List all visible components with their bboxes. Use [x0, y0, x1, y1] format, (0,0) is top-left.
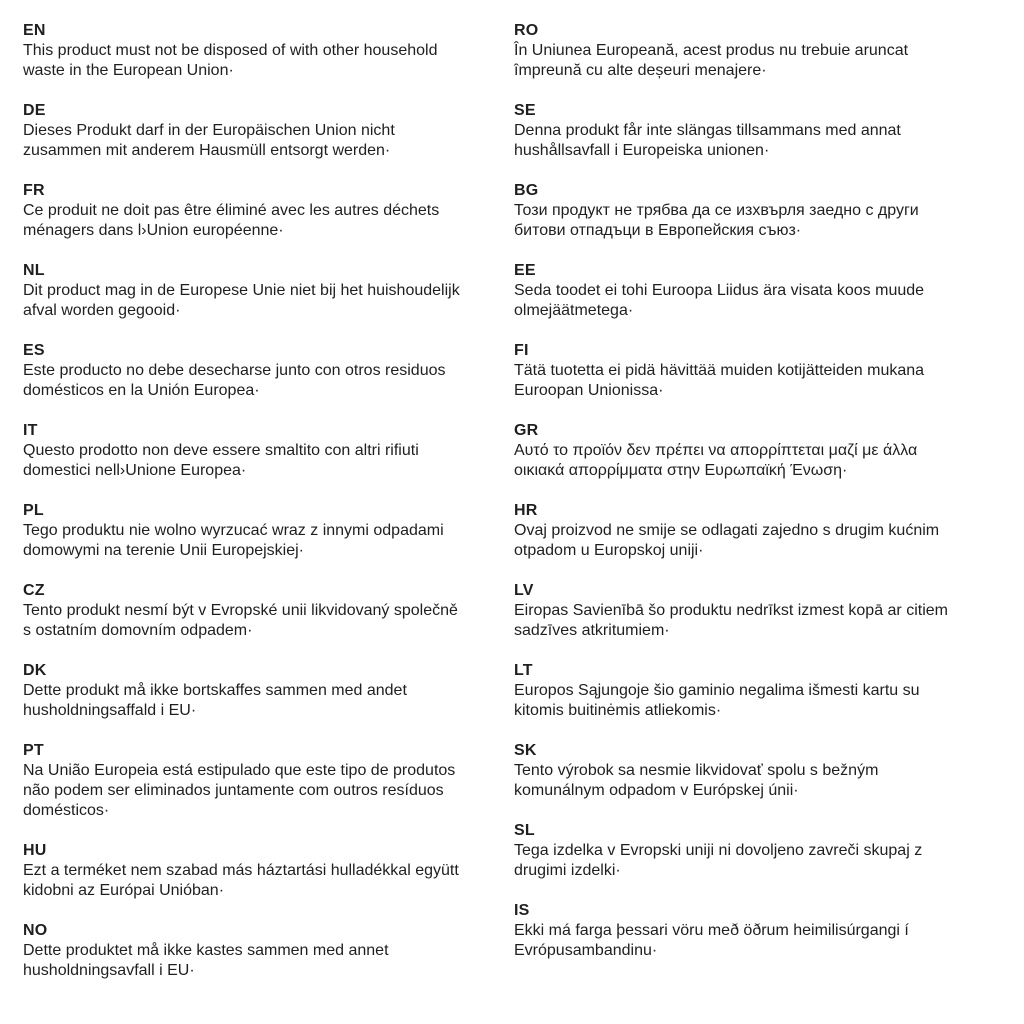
notice-line: sadzīves atkritumiem· — [514, 622, 670, 639]
notice-line: Dit product mag in de Europese Unie niet bij het huishoudelijk — [23, 282, 460, 299]
notice-line: Αυτό το προϊόν δεν πρέπει να απορρίπτεται μαζί με άλλα — [514, 442, 918, 459]
language-block-sl — [514, 821, 1004, 881]
notice-line: Tega izdelka v Evropski uniji ni dovoljeno zavreči skupaj z — [514, 842, 923, 859]
notice-line: Tento produkt nesmí být v Evropské unii likvidovaný společně — [23, 602, 458, 619]
language-block-pt — [23, 741, 514, 821]
column-right — [514, 21, 1004, 1001]
language-block-bg — [514, 181, 1004, 241]
notice-line: s ostatním domovním odpadem· — [23, 622, 253, 639]
language-code-label: ES — [23, 342, 45, 359]
notice-line: împreună cu alte deșeuri menajere· — [514, 62, 767, 79]
notice-line: Този продукт не трябва да се изхвърля заедно с други — [514, 202, 919, 219]
notice-line: waste in the European Union· — [23, 62, 234, 79]
notice-line: Na União Europeia está estipulado que este tipo de produtos — [23, 762, 456, 779]
language-block-lv — [514, 581, 1004, 641]
language-code-label: RO — [514, 22, 539, 39]
language-code-label: PT — [23, 742, 44, 759]
language-code-label: LV — [514, 582, 534, 599]
notice-line: otpadom u Europskoj uniji· — [514, 542, 704, 559]
language-block-sk — [514, 741, 1004, 801]
notice-line: This product must not be disposed of with other household — [23, 42, 438, 59]
notice-line: husholdningsavfall i EU· — [23, 962, 195, 979]
notice-line: husholdningsaffald i EU· — [23, 702, 197, 719]
language-block-se — [514, 101, 1004, 161]
notice-line: În Uniunea Europeană, acest produs nu trebuie aruncat — [514, 42, 909, 59]
notice-line: domésticos· — [23, 802, 110, 819]
language-code-label: NL — [23, 262, 45, 279]
notice-line: Seda toodet ei tohi Euroopa Liidus ära visata koos muude — [514, 282, 925, 299]
language-block-pl — [23, 501, 514, 561]
notice-line: drugimi izdelki· — [514, 862, 621, 879]
language-code-label: GR — [514, 422, 539, 439]
language-block-it — [23, 421, 514, 481]
notice-line: hushållsavfall i Europeiska unionen· — [514, 142, 770, 159]
language-code-label: SL — [514, 822, 535, 839]
language-block-no — [23, 921, 514, 981]
notice-line: битови отпадъци в Европейския съюз· — [514, 222, 802, 239]
language-block-nl — [23, 261, 514, 321]
notice-line: Este producto no debe desecharse junto con otros residuos — [23, 362, 446, 379]
notice-line: afval worden gegooid· — [23, 302, 181, 319]
notice-line: Questo prodotto non deve essere smaltito con altri rifiuti — [23, 442, 419, 459]
notice-line: kitomis buitinėmis atliekomis· — [514, 702, 722, 719]
notice-line: Evrópusambandinu· — [514, 942, 658, 959]
language-code-label: FI — [514, 342, 529, 359]
notice-line: Ce produit ne doit pas être éliminé avec les autres déchets — [23, 202, 440, 219]
language-code-label: IT — [23, 422, 38, 439]
language-code-label: DE — [23, 102, 46, 119]
language-block-fr — [23, 181, 514, 241]
notice-line: Euroopan Unionissa· — [514, 382, 664, 399]
notice-line: domésticos en la Unión Europea· — [23, 382, 260, 399]
language-code-label: IS — [514, 902, 530, 919]
notice-line: Tento výrobok sa nesmie likvidovať spolu s bežným — [514, 762, 879, 779]
notice-line: Tego produktu nie wolno wyrzucać wraz z innymi odpadami — [23, 522, 444, 539]
notice-line: Europos Sąjungoje šio gaminio negalima išmesti kartu su — [514, 682, 920, 699]
language-block-hu — [23, 841, 514, 901]
language-code-label: BG — [514, 182, 539, 199]
language-block-lt — [514, 661, 1004, 721]
notice-line: Dette produkt må ikke bortskaffes sammen med andet — [23, 682, 407, 699]
language-block-cz — [23, 581, 514, 641]
language-code-label: EE — [514, 262, 536, 279]
language-block-fi — [514, 341, 1004, 401]
language-block-en — [23, 21, 514, 81]
language-block-ee — [514, 261, 1004, 321]
language-code-label: HU — [23, 842, 47, 859]
language-block-gr — [514, 421, 1004, 481]
language-code-label: HR — [514, 502, 538, 519]
language-block-es — [23, 341, 514, 401]
notice-line: Denna produkt får inte slängas tillsammans med annat — [514, 122, 901, 139]
language-code-label: EN — [23, 22, 46, 39]
language-block-ro — [514, 21, 1004, 81]
language-code-label: PL — [23, 502, 44, 519]
language-code-label: FR — [23, 182, 45, 199]
language-code-label: CZ — [23, 582, 45, 599]
language-code-label: SE — [514, 102, 536, 119]
notice-line: Dette produktet må ikke kastes sammen med annet — [23, 942, 389, 959]
notice-line: Ovaj proizvod ne smije se odlagati zajedno s drugim kućnim — [514, 522, 940, 539]
notice-line: Tätä tuotetta ei pidä hävittää muiden kotijätteiden mukana — [514, 362, 925, 379]
language-code-label: NO — [23, 922, 48, 939]
notice-line: domowymi na terenie Unii Europejskiej· — [23, 542, 305, 559]
notice-line: kidobni az Európai Unióban· — [23, 882, 225, 899]
notice-line: ménagers dans l›Union européenne· — [23, 222, 284, 239]
language-block-is — [514, 901, 1004, 961]
notice-line: komunálnym odpadom v Európskej únii· — [514, 782, 799, 799]
notice-line: Eiropas Savienībā šo produktu nedrīkst izmest kopā ar citiem — [514, 602, 948, 619]
notice-line: olmejäätmetega· — [514, 302, 634, 319]
language-block-de — [23, 101, 514, 161]
notice-line: οικιακά απορρίμματα στην Ευρωπαϊκή Ένωση· — [514, 462, 848, 479]
notice-line: Dieses Produkt darf in der Europäischen Union nicht — [23, 122, 395, 139]
column-left — [23, 21, 514, 1001]
language-block-dk — [23, 661, 514, 721]
language-code-label: SK — [514, 742, 537, 759]
language-code-label: LT — [514, 662, 533, 679]
language-block-hr — [514, 501, 1004, 561]
language-code-label: DK — [23, 662, 47, 679]
notice-line: zusammen mit anderem Hausmüll entsorgt werden· — [23, 142, 391, 159]
notice-line: domestici nell›Unione Europea· — [23, 462, 247, 479]
notice-line: Ezt a terméket nem szabad más háztartási hulladékkal együtt — [23, 862, 459, 879]
notice-line: não podem ser eliminados juntamente com outros resíduos — [23, 782, 444, 799]
notice-line: Ekki má farga þessari vöru með öðrum heimilisúrgangi í — [514, 922, 909, 939]
